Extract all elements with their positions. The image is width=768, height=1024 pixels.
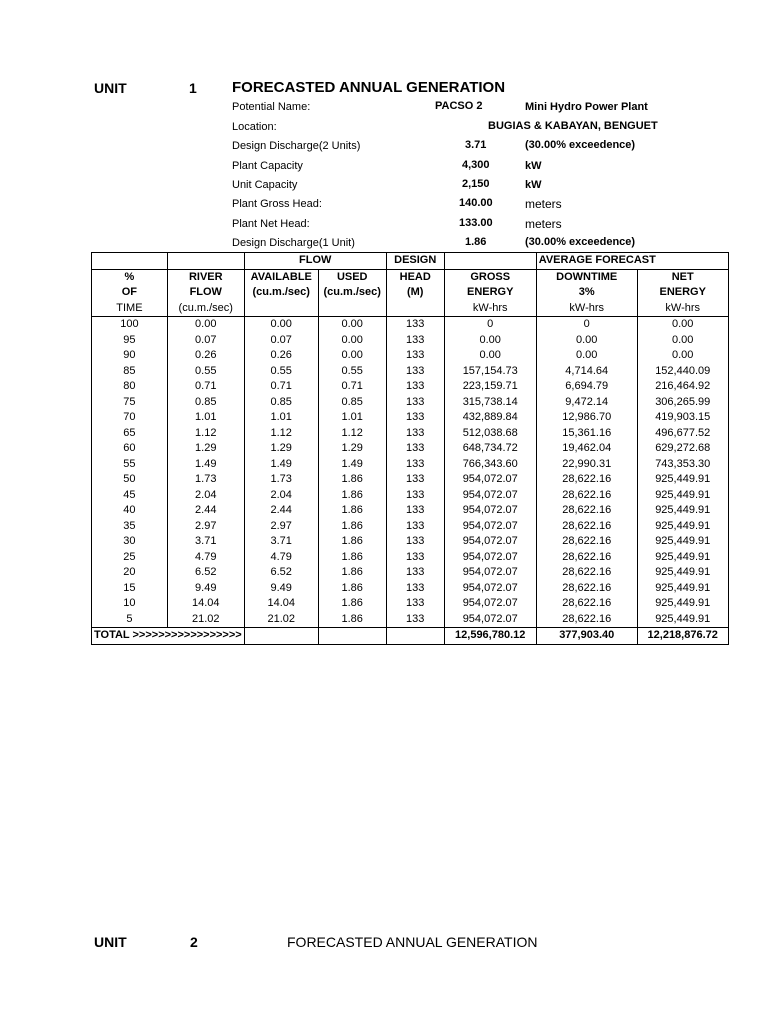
- cell-net-energy: 496,677.52: [637, 426, 728, 442]
- header-river-flow: (cu.m./sec): [167, 301, 244, 317]
- total-gross: 12,596,780.12: [444, 628, 536, 645]
- cell-gross-energy: 954,072.07: [444, 534, 536, 550]
- cell-river-flow: 0.00: [167, 317, 244, 333]
- cell-percent-time: 30: [92, 534, 168, 550]
- total-label: TOTAL >>>>>>>>>>>>>>>>>: [92, 628, 245, 645]
- cell-used-flow: 1.86: [318, 596, 386, 612]
- cell-used-flow: 1.86: [318, 534, 386, 550]
- cell-design-head: 133: [386, 333, 444, 349]
- cell-available-flow: 6.52: [244, 565, 318, 581]
- total-blank: [318, 628, 386, 645]
- table-row: [92, 364, 729, 380]
- cell-net-energy: 925,449.91: [637, 612, 728, 628]
- cell-design-head: 133: [386, 395, 444, 411]
- unit-capacity-unit: kW: [525, 179, 542, 191]
- cell-available-flow: 9.49: [244, 581, 318, 597]
- table-row: [92, 565, 729, 581]
- location-value: BUGIAS & KABAYAN, BENGUET: [488, 120, 658, 132]
- cell-design-head: 133: [386, 581, 444, 597]
- table-row: [92, 348, 729, 364]
- table-row: [92, 612, 729, 628]
- cell-net-energy: 0.00: [637, 317, 728, 333]
- design-discharge-2-note: (30.00% exceedence): [525, 139, 636, 151]
- cell-used-flow: 1.86: [318, 519, 386, 535]
- header-percent-time: %: [92, 269, 168, 285]
- cell-available-flow: 2.97: [244, 519, 318, 535]
- cell-river-flow: 2.97: [167, 519, 244, 535]
- cell-gross-energy: 223,159.71: [444, 379, 536, 395]
- group-header-row: [92, 253, 729, 270]
- cell-river-flow: 0.85: [167, 395, 244, 411]
- table-row: [92, 519, 729, 535]
- cell-downtime: 28,622.16: [536, 550, 637, 566]
- cell-downtime: 28,622.16: [536, 581, 637, 597]
- cell-percent-time: 100: [92, 317, 168, 333]
- cell-gross-energy: 954,072.07: [444, 581, 536, 597]
- design-discharge-1-note: (30.00% exceedence): [525, 236, 636, 248]
- cell-downtime: 12,986.70: [536, 410, 637, 426]
- cell-gross-energy: 954,072.07: [444, 612, 536, 628]
- plant-capacity-unit: kW: [525, 160, 542, 172]
- header-design-head: [386, 301, 444, 317]
- cell-river-flow: 0.71: [167, 379, 244, 395]
- cell-used-flow: 1.86: [318, 581, 386, 597]
- cell-percent-time: 85: [92, 364, 168, 380]
- cell-river-flow: 6.52: [167, 565, 244, 581]
- cell-available-flow: 0.00: [244, 317, 318, 333]
- cell-downtime: 22,990.31: [536, 457, 637, 473]
- plant-capacity-value: 4,300: [462, 159, 490, 171]
- table-row: [92, 426, 729, 442]
- cell-percent-time: 15: [92, 581, 168, 597]
- unit-number: 1: [189, 80, 197, 96]
- table-row: [92, 317, 729, 333]
- cell-design-head: 133: [386, 612, 444, 628]
- table-row: [92, 410, 729, 426]
- table-row: [92, 550, 729, 566]
- cell-used-flow: 1.12: [318, 426, 386, 442]
- cell-available-flow: 0.07: [244, 333, 318, 349]
- cell-river-flow: 1.49: [167, 457, 244, 473]
- cell-gross-energy: 954,072.07: [444, 472, 536, 488]
- cell-gross-energy: 766,343.60: [444, 457, 536, 473]
- cell-downtime: 6,694.79: [536, 379, 637, 395]
- cell-net-energy: 152,440.09: [637, 364, 728, 380]
- cell-design-head: 133: [386, 457, 444, 473]
- header-available-flow: [244, 301, 318, 317]
- cell-available-flow: 14.04: [244, 596, 318, 612]
- header-used-flow: USED: [318, 269, 386, 285]
- cell-available-flow: 2.04: [244, 488, 318, 504]
- cell-percent-time: 45: [92, 488, 168, 504]
- total-blank: [386, 628, 444, 645]
- cell-design-head: 133: [386, 596, 444, 612]
- cell-gross-energy: 157,154.73: [444, 364, 536, 380]
- cell-gross-energy: 0: [444, 317, 536, 333]
- cell-river-flow: 1.29: [167, 441, 244, 457]
- cell-available-flow: 4.79: [244, 550, 318, 566]
- cell-river-flow: 14.04: [167, 596, 244, 612]
- table-row: [92, 503, 729, 519]
- cell-river-flow: 2.44: [167, 503, 244, 519]
- net-head-label: Plant Net Head:: [232, 218, 310, 230]
- cell-percent-time: 40: [92, 503, 168, 519]
- cell-net-energy: 925,449.91: [637, 519, 728, 535]
- cell-design-head: 133: [386, 519, 444, 535]
- cell-available-flow: 0.55: [244, 364, 318, 380]
- design-discharge-1-value: 1.86: [465, 236, 487, 248]
- cell-net-energy: 925,449.91: [637, 472, 728, 488]
- unit-capacity-label: Unit Capacity: [232, 179, 298, 191]
- design-discharge-2-value: 3.71: [465, 139, 487, 151]
- header-downtime: kW-hrs: [536, 301, 637, 317]
- cell-design-head: 133: [386, 534, 444, 550]
- page-title: FORECASTED ANNUAL GENERATION: [232, 79, 506, 96]
- table-row: [92, 441, 729, 457]
- cell-gross-energy: 0.00: [444, 348, 536, 364]
- cell-design-head: 133: [386, 317, 444, 333]
- cell-available-flow: 1.29: [244, 441, 318, 457]
- header-available-flow: (cu.m./sec): [244, 285, 318, 301]
- table-row: [92, 488, 729, 504]
- total-row: [92, 628, 729, 645]
- table-row: [92, 472, 729, 488]
- cell-river-flow: 2.04: [167, 488, 244, 504]
- cell-design-head: 133: [386, 565, 444, 581]
- header-downtime: 3%: [536, 285, 637, 301]
- cell-gross-energy: 0.00: [444, 333, 536, 349]
- cell-downtime: 0.00: [536, 333, 637, 349]
- location-label: Location:: [232, 121, 277, 133]
- cell-gross-energy: 954,072.07: [444, 519, 536, 535]
- unit2-label: UNIT: [94, 934, 127, 950]
- cell-net-energy: 419,903.15: [637, 410, 728, 426]
- cell-gross-energy: 512,038.68: [444, 426, 536, 442]
- cell-net-energy: 0.00: [637, 333, 728, 349]
- cell-percent-time: 25: [92, 550, 168, 566]
- header-available-flow: AVAILABLE: [244, 269, 318, 285]
- generation-table: [91, 252, 729, 645]
- cell-design-head: 133: [386, 441, 444, 457]
- cell-used-flow: 1.49: [318, 457, 386, 473]
- cell-available-flow: 2.44: [244, 503, 318, 519]
- cell-available-flow: 0.26: [244, 348, 318, 364]
- cell-downtime: 28,622.16: [536, 472, 637, 488]
- table-row: [92, 379, 729, 395]
- cell-gross-energy: 432,889.84: [444, 410, 536, 426]
- cell-percent-time: 50: [92, 472, 168, 488]
- cell-net-energy: 0.00: [637, 348, 728, 364]
- cell-net-energy: 925,449.91: [637, 565, 728, 581]
- cell-percent-time: 80: [92, 379, 168, 395]
- cell-percent-time: 5: [92, 612, 168, 628]
- header-net-energy: kW-hrs: [637, 301, 728, 317]
- cell-downtime: 28,622.16: [536, 503, 637, 519]
- cell-used-flow: 0.85: [318, 395, 386, 411]
- table-row: [92, 395, 729, 411]
- total-downtime: 377,903.40: [536, 628, 637, 645]
- header-net-energy: NET: [637, 269, 728, 285]
- header-row-1: [92, 269, 729, 285]
- cell-downtime: 28,622.16: [536, 534, 637, 550]
- cell-gross-energy: 954,072.07: [444, 550, 536, 566]
- cell-downtime: 0.00: [536, 348, 637, 364]
- cell-downtime: 28,622.16: [536, 596, 637, 612]
- potential-name-label: Potential Name:: [232, 101, 311, 113]
- cell-available-flow: 0.85: [244, 395, 318, 411]
- cell-river-flow: 1.73: [167, 472, 244, 488]
- table-row: [92, 333, 729, 349]
- cell-available-flow: 3.71: [244, 534, 318, 550]
- cell-gross-energy: 315,738.14: [444, 395, 536, 411]
- cell-net-energy: 925,449.91: [637, 550, 728, 566]
- unit-capacity-value: 2,150: [462, 178, 490, 190]
- cell-gross-energy: 954,072.07: [444, 596, 536, 612]
- cell-used-flow: 0.71: [318, 379, 386, 395]
- unit2-title: FORECASTED ANNUAL GENERATION: [287, 934, 538, 950]
- header-row-2: [92, 285, 729, 301]
- unit2-number: 2: [190, 934, 198, 950]
- cell-downtime: 9,472.14: [536, 395, 637, 411]
- cell-used-flow: 0.00: [318, 317, 386, 333]
- table-row: [92, 457, 729, 473]
- cell-downtime: 28,622.16: [536, 488, 637, 504]
- cell-river-flow: 0.26: [167, 348, 244, 364]
- cell-river-flow: 0.55: [167, 364, 244, 380]
- cell-design-head: 133: [386, 410, 444, 426]
- cell-downtime: 28,622.16: [536, 612, 637, 628]
- header-used-flow: (cu.m./sec): [318, 285, 386, 301]
- net-head-value: 133.00: [459, 217, 493, 229]
- header-net-energy: ENERGY: [637, 285, 728, 301]
- cell-available-flow: 1.01: [244, 410, 318, 426]
- table-row: [92, 534, 729, 550]
- cell-river-flow: 3.71: [167, 534, 244, 550]
- cell-net-energy: 306,265.99: [637, 395, 728, 411]
- design-discharge-1-label: Design Discharge(1 Unit): [232, 237, 355, 249]
- cell-available-flow: 1.49: [244, 457, 318, 473]
- cell-percent-time: 95: [92, 333, 168, 349]
- header-gross-energy: ENERGY: [444, 285, 536, 301]
- cell-percent-time: 10: [92, 596, 168, 612]
- cell-net-energy: 629,272.68: [637, 441, 728, 457]
- group-avg-forecast: AVERAGE FORECAST: [536, 253, 728, 270]
- cell-available-flow: 1.12: [244, 426, 318, 442]
- net-head-unit: meters: [525, 217, 562, 231]
- design-discharge-2-label: Design Discharge(2 Units): [232, 140, 361, 152]
- cell-design-head: 133: [386, 379, 444, 395]
- cell-net-energy: 925,449.91: [637, 581, 728, 597]
- cell-river-flow: 21.02: [167, 612, 244, 628]
- cell-river-flow: 0.07: [167, 333, 244, 349]
- gross-head-label: Plant Gross Head:: [232, 198, 322, 210]
- cell-percent-time: 75: [92, 395, 168, 411]
- cell-available-flow: 1.73: [244, 472, 318, 488]
- gross-head-value: 140.00: [459, 197, 493, 209]
- cell-used-flow: 1.86: [318, 550, 386, 566]
- cell-gross-energy: 954,072.07: [444, 565, 536, 581]
- cell-used-flow: 1.29: [318, 441, 386, 457]
- cell-design-head: 133: [386, 364, 444, 380]
- cell-available-flow: 21.02: [244, 612, 318, 628]
- gross-head-unit: meters: [525, 197, 562, 211]
- table-row: [92, 596, 729, 612]
- cell-downtime: 28,622.16: [536, 565, 637, 581]
- cell-used-flow: 1.86: [318, 488, 386, 504]
- cell-percent-time: 60: [92, 441, 168, 457]
- cell-downtime: 15,361.16: [536, 426, 637, 442]
- cell-downtime: 19,462.04: [536, 441, 637, 457]
- cell-used-flow: 0.55: [318, 364, 386, 380]
- cell-river-flow: 1.12: [167, 426, 244, 442]
- total-net: 12,218,876.72: [637, 628, 728, 645]
- plant-type: Mini Hydro Power Plant: [525, 101, 648, 113]
- cell-gross-energy: 954,072.07: [444, 488, 536, 504]
- cell-downtime: 4,714.64: [536, 364, 637, 380]
- cell-percent-time: 55: [92, 457, 168, 473]
- cell-percent-time: 70: [92, 410, 168, 426]
- cell-design-head: 133: [386, 488, 444, 504]
- header-river-flow: RIVER: [167, 269, 244, 285]
- plant-capacity-label: Plant Capacity: [232, 160, 303, 172]
- cell-gross-energy: 954,072.07: [444, 503, 536, 519]
- table-row: [92, 581, 729, 597]
- cell-net-energy: 925,449.91: [637, 596, 728, 612]
- header-gross-energy: kW-hrs: [444, 301, 536, 317]
- header-row-3: [92, 301, 729, 317]
- header-percent-time: OF: [92, 285, 168, 301]
- group-flow: FLOW: [244, 253, 386, 270]
- group-header-blank: [167, 253, 244, 270]
- header-gross-energy: GROSS: [444, 269, 536, 285]
- cell-available-flow: 0.71: [244, 379, 318, 395]
- header-used-flow: [318, 301, 386, 317]
- cell-river-flow: 4.79: [167, 550, 244, 566]
- group-header-blank: [444, 253, 536, 270]
- cell-used-flow: 1.86: [318, 612, 386, 628]
- header-river-flow: FLOW: [167, 285, 244, 301]
- header-design-head: HEAD: [386, 269, 444, 285]
- unit-label: UNIT: [94, 80, 127, 96]
- total-blank: [244, 628, 318, 645]
- potential-name-value: PACSO 2: [435, 100, 483, 112]
- cell-design-head: 133: [386, 550, 444, 566]
- cell-used-flow: 1.01: [318, 410, 386, 426]
- cell-used-flow: 0.00: [318, 348, 386, 364]
- cell-net-energy: 925,449.91: [637, 503, 728, 519]
- header-percent-time: TIME: [92, 301, 168, 317]
- cell-net-energy: 743,353.30: [637, 457, 728, 473]
- header-downtime: DOWNTIME: [536, 269, 637, 285]
- cell-downtime: 0: [536, 317, 637, 333]
- cell-percent-time: 65: [92, 426, 168, 442]
- cell-net-energy: 925,449.91: [637, 534, 728, 550]
- cell-river-flow: 1.01: [167, 410, 244, 426]
- cell-river-flow: 9.49: [167, 581, 244, 597]
- cell-used-flow: 1.86: [318, 472, 386, 488]
- group-header-blank: [92, 253, 168, 270]
- cell-design-head: 133: [386, 472, 444, 488]
- cell-net-energy: 925,449.91: [637, 488, 728, 504]
- cell-net-energy: 216,464.92: [637, 379, 728, 395]
- cell-used-flow: 0.00: [318, 333, 386, 349]
- cell-percent-time: 20: [92, 565, 168, 581]
- cell-used-flow: 1.86: [318, 565, 386, 581]
- cell-design-head: 133: [386, 503, 444, 519]
- header-design-head: (M): [386, 285, 444, 301]
- cell-downtime: 28,622.16: [536, 519, 637, 535]
- cell-design-head: 133: [386, 426, 444, 442]
- cell-used-flow: 1.86: [318, 503, 386, 519]
- cell-percent-time: 35: [92, 519, 168, 535]
- group-design: DESIGN: [386, 253, 444, 270]
- cell-percent-time: 90: [92, 348, 168, 364]
- cell-gross-energy: 648,734.72: [444, 441, 536, 457]
- cell-design-head: 133: [386, 348, 444, 364]
